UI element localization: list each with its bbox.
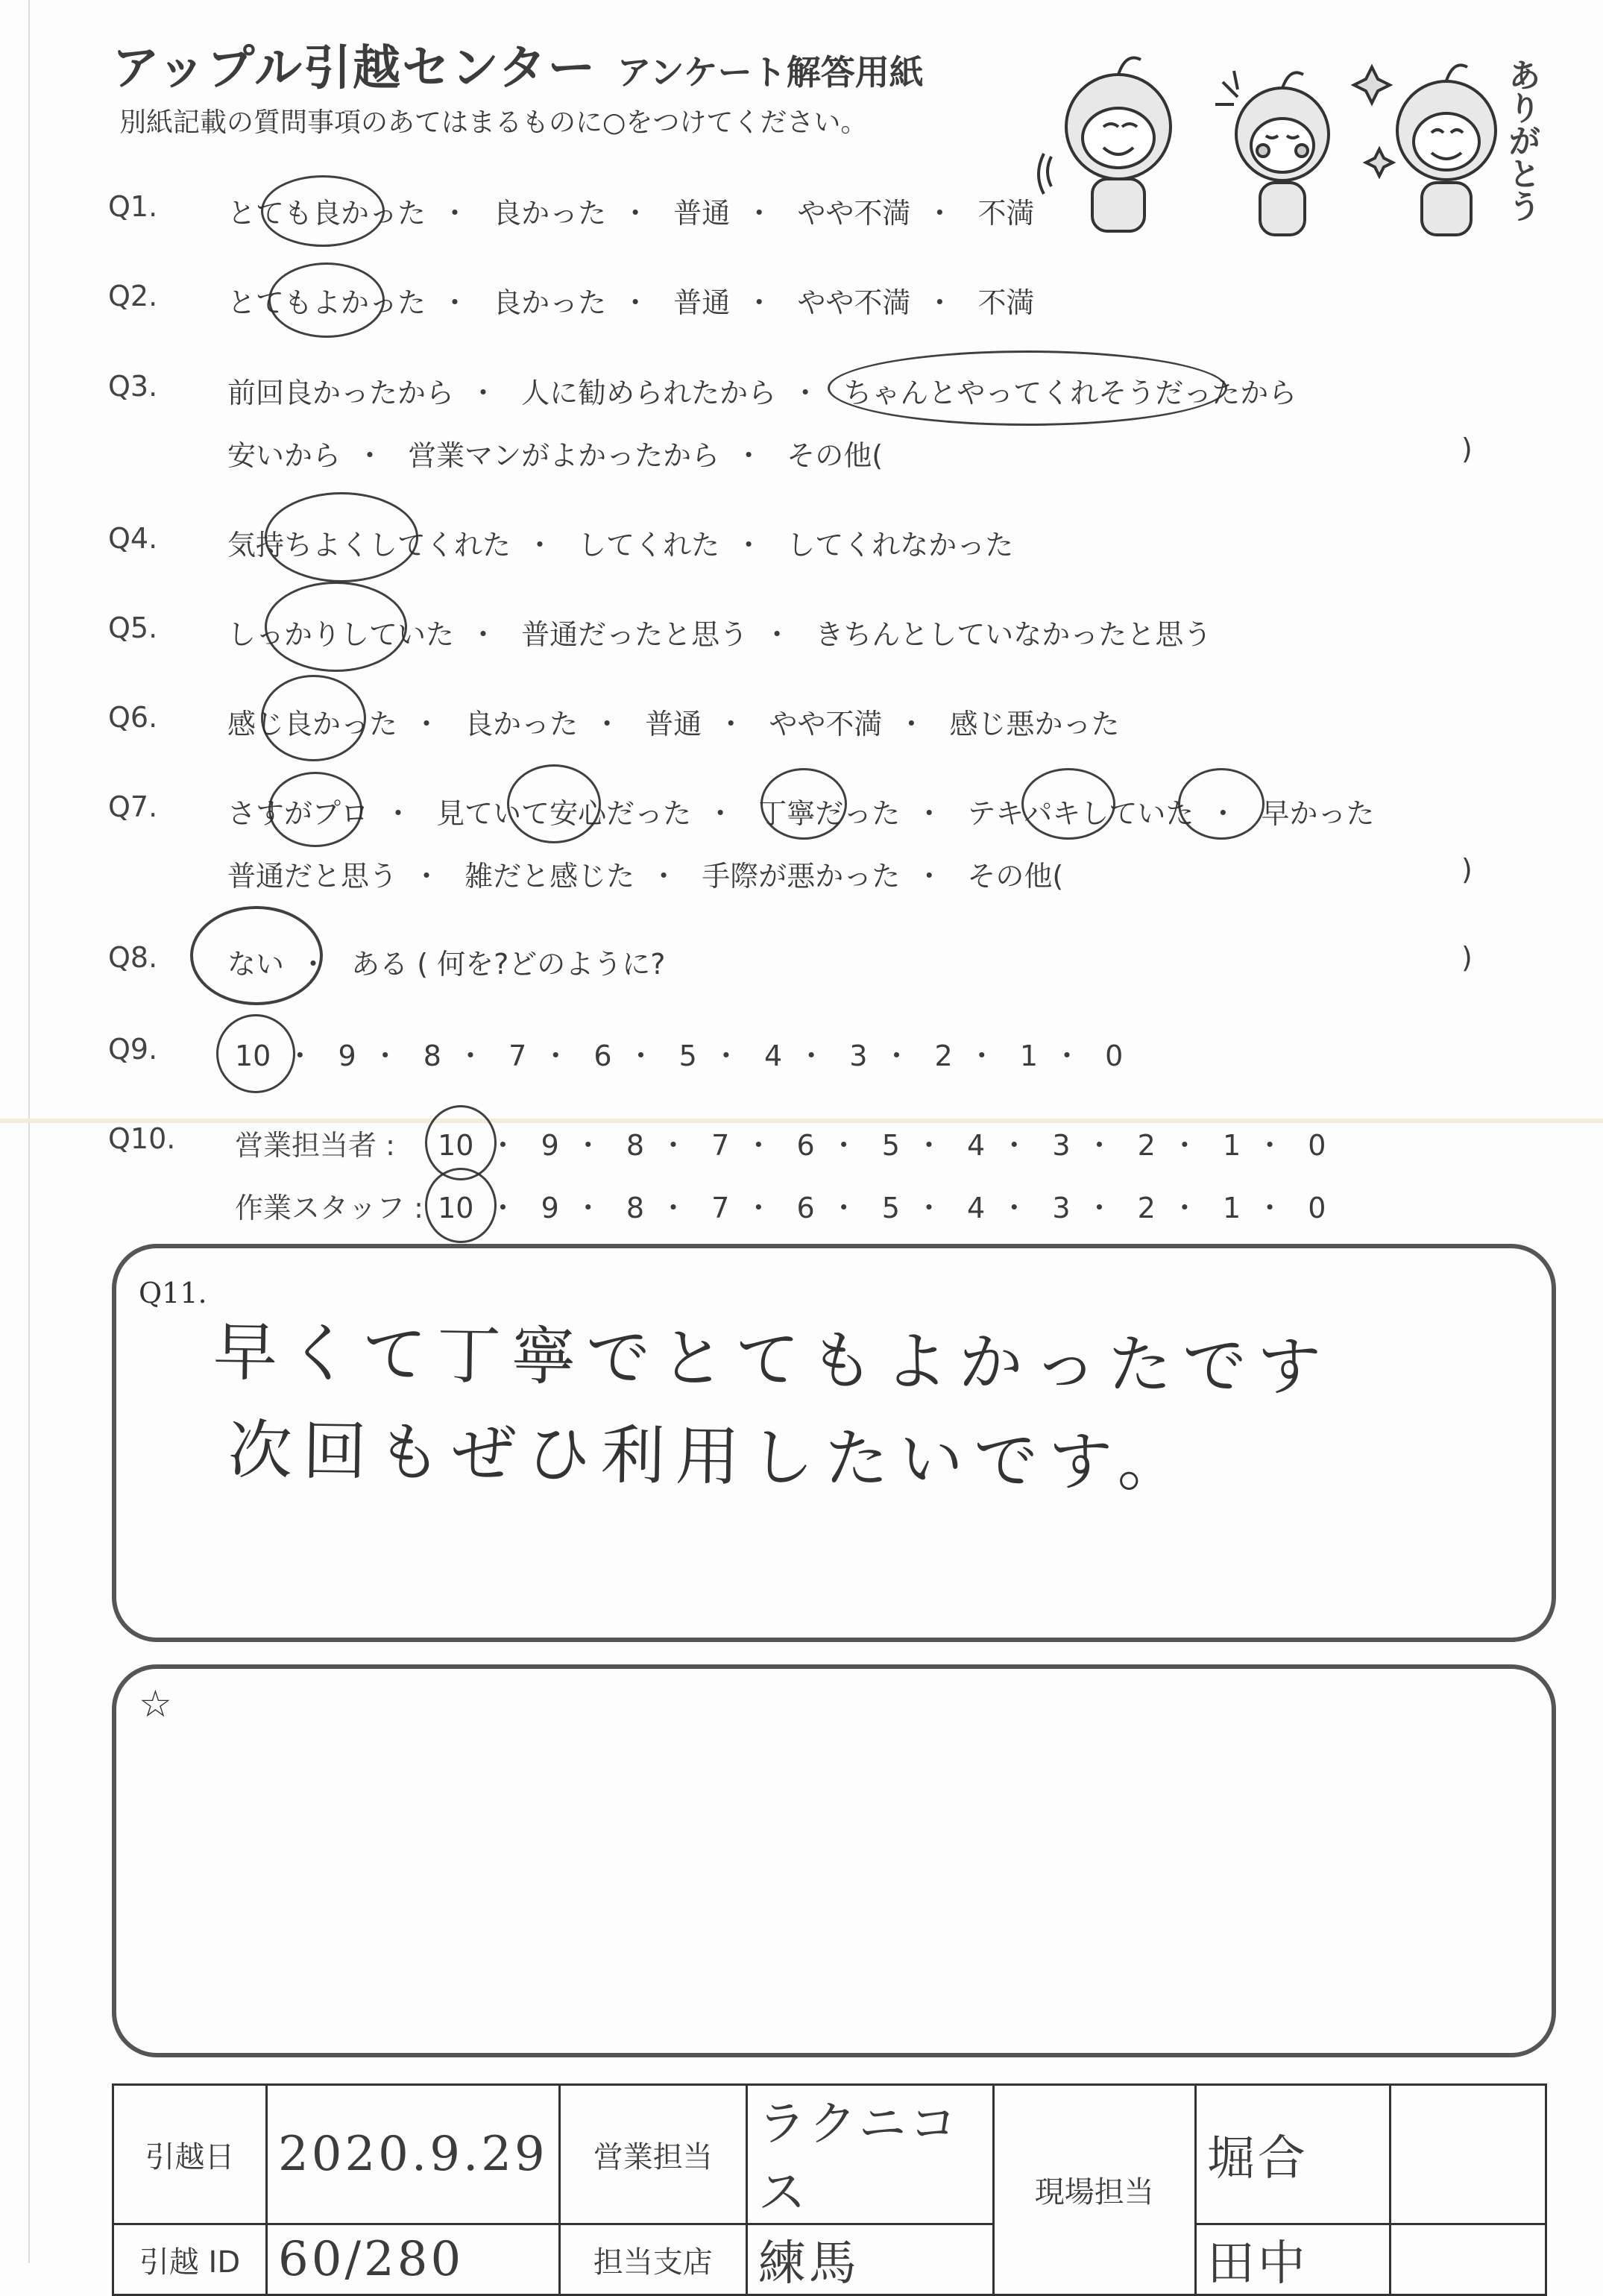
question-number: Q6. <box>108 701 158 734</box>
separator: ・ <box>1085 1192 1114 1224</box>
handwritten-comment-line: 次回もぜひ利用したいです。 <box>227 1412 1193 1502</box>
option[interactable]: ちゃんとやってくれそうだったから <box>843 377 1297 409</box>
separator: ・ <box>897 708 926 740</box>
option[interactable]: 不満 <box>977 197 1035 230</box>
separator: ・ <box>441 286 470 319</box>
close-paren: ) <box>1461 433 1473 465</box>
separator: ・ <box>914 1129 943 1162</box>
scale-option[interactable]: 0 <box>1308 1129 1326 1162</box>
scale-option[interactable]: 4 <box>967 1192 986 1224</box>
scale-option[interactable]: 6 <box>593 1040 612 1072</box>
answer-circle-mark <box>507 764 601 843</box>
scale-option[interactable]: 2 <box>1137 1192 1156 1224</box>
page-title <box>112 30 924 98</box>
answer-circle-mark <box>216 1014 295 1093</box>
option[interactable]: とても良かった <box>227 197 426 230</box>
question-number: Q2. <box>108 280 158 312</box>
separator: ・ <box>706 797 735 830</box>
separator: ・ <box>621 197 650 230</box>
sales-person-value[interactable]: ラクニコス <box>746 2085 993 2224</box>
scale-option[interactable]: 7 <box>711 1129 730 1162</box>
answer-circle-mark <box>268 262 385 338</box>
separator: ・ <box>469 618 498 651</box>
scale-option[interactable]: 6 <box>796 1192 815 1224</box>
separator: ・ <box>659 1192 688 1224</box>
scale-option[interactable]: 10 <box>235 1040 271 1072</box>
separator: ・ <box>734 529 763 562</box>
option[interactable]: 気持ちよくしてくれた <box>227 529 511 562</box>
answer-circle-mark <box>1021 768 1115 840</box>
separator: ・ <box>1000 1129 1029 1162</box>
separator: ・ <box>797 1040 826 1072</box>
move-date-value[interactable]: 2020.9.29 <box>267 2085 560 2224</box>
scale-option[interactable]: 5 <box>881 1129 900 1162</box>
scale-option[interactable]: 2 <box>934 1040 953 1072</box>
scale-option[interactable]: 5 <box>881 1192 900 1224</box>
separator: ・ <box>573 1129 602 1162</box>
scale-option[interactable]: 1 <box>1222 1129 1241 1162</box>
move-date-label: 引越日 <box>113 2085 267 2224</box>
separator: ・ <box>914 1192 943 1224</box>
close-paren: ) <box>1461 941 1473 974</box>
separator: ・ <box>488 1192 517 1224</box>
option[interactable]: 感じ良かった <box>227 708 398 740</box>
question-number: Q3. <box>108 370 158 403</box>
option[interactable]: きちんとしていなかったと思う <box>815 618 1212 651</box>
separator: ・ <box>829 1129 858 1162</box>
option[interactable]: 営業マンがよかったから <box>408 439 720 472</box>
separator: ・ <box>441 197 470 230</box>
option[interactable]: 普通 <box>673 197 731 230</box>
separator: ・ <box>1256 1192 1285 1224</box>
scale-option[interactable]: 5 <box>678 1040 697 1072</box>
option[interactable]: 普通 <box>645 708 702 740</box>
separator: ・ <box>526 529 555 562</box>
option[interactable]: 良かった <box>493 286 607 319</box>
separator: ・ <box>384 797 413 830</box>
separator: ・ <box>356 439 385 472</box>
option[interactable]: その他( <box>787 439 884 472</box>
answer-circle-mark <box>190 906 323 1005</box>
question-number: Q5. <box>108 611 158 644</box>
monkey-laughing-icon <box>1039 58 1171 232</box>
answer-circle-mark <box>425 1168 497 1243</box>
sales-staff-label: 営業担当者 : <box>235 1129 395 1162</box>
option[interactable]: やや不満 <box>797 286 911 319</box>
separator: ・ <box>925 286 954 319</box>
scale-option[interactable]: 10 <box>438 1192 474 1224</box>
option[interactable]: 前回良かったから <box>227 377 455 409</box>
separator: ・ <box>1170 1192 1199 1224</box>
option[interactable]: 雑だと感じた <box>464 860 635 893</box>
monkey-mascots-illustration <box>1029 37 1551 246</box>
option[interactable]: 普通だったと思う <box>521 618 749 651</box>
option[interactable]: してくれた <box>578 529 720 562</box>
question-number: Q7. <box>108 790 158 823</box>
separator: ・ <box>456 1040 485 1072</box>
separator: ・ <box>734 439 763 472</box>
option[interactable]: さすがプロ <box>227 797 370 830</box>
star-comment-box[interactable] <box>112 1664 1556 2057</box>
separator: ・ <box>745 286 774 319</box>
scale-option[interactable]: 3 <box>1052 1192 1071 1224</box>
scale-option[interactable]: 1 <box>1222 1192 1241 1224</box>
q11-comment-box[interactable] <box>112 1244 1556 1642</box>
scale-option[interactable]: 2 <box>1137 1129 1156 1162</box>
answer-circle-mark <box>265 492 418 582</box>
thanks-text: ありがとう <box>1502 58 1540 222</box>
branch-value[interactable]: 練馬 <box>746 2224 993 2295</box>
scale-option[interactable]: 7 <box>508 1040 527 1072</box>
option[interactable]: 不満 <box>977 286 1035 319</box>
option[interactable]: とてもよかった <box>227 286 426 319</box>
scale-option[interactable]: 3 <box>849 1040 868 1072</box>
scale-option[interactable]: 1 <box>1019 1040 1039 1072</box>
scale-option[interactable]: 3 <box>1052 1129 1071 1162</box>
question-number: Q8. <box>108 941 158 974</box>
q11-label: Q11. <box>139 1277 207 1309</box>
scale-option[interactable]: 0 <box>1105 1040 1124 1072</box>
separator: ・ <box>744 1192 773 1224</box>
scale-option[interactable]: 8 <box>423 1040 441 1072</box>
separator: ・ <box>915 860 944 893</box>
option[interactable]: 良かった <box>493 197 607 230</box>
answer-circle-mark <box>1178 768 1265 840</box>
separator: ・ <box>573 1192 602 1224</box>
site-person-2[interactable]: 田中 <box>1195 2224 1390 2295</box>
scale-option[interactable]: 8 <box>626 1129 645 1162</box>
option[interactable]: 普通だと思う <box>227 860 398 893</box>
separator: ・ <box>541 1040 570 1072</box>
separator: ・ <box>967 1040 996 1072</box>
answer-circle-mark <box>268 772 362 847</box>
scale-option[interactable]: 10 <box>438 1129 474 1162</box>
separator: ・ <box>412 860 441 893</box>
option[interactable]: その他( <box>967 860 1064 893</box>
option[interactable]: 感じ悪かった <box>949 708 1120 740</box>
question-number: Q4. <box>108 522 158 555</box>
separator: ・ <box>1170 1129 1199 1162</box>
question-number: Q10. <box>108 1122 176 1155</box>
option[interactable]: やや不満 <box>769 708 883 740</box>
separator: ・ <box>744 1129 773 1162</box>
separator: ・ <box>412 708 441 740</box>
option[interactable]: 早かった <box>1261 797 1375 830</box>
star-icon: ☆ <box>139 1682 172 1726</box>
scale-option[interactable]: 9 <box>338 1040 356 1072</box>
move-id-value[interactable]: 60/280 <box>267 2224 560 2295</box>
scale-option[interactable]: 8 <box>626 1192 645 1224</box>
separator: ・ <box>763 618 792 651</box>
handwritten-comment-line: 早くて丁寧でとてもよかったです <box>212 1315 1332 1406</box>
option[interactable]: 普通 <box>673 286 731 319</box>
option[interactable]: ない <box>227 948 285 981</box>
empty-cell <box>1390 2224 1546 2295</box>
branch-label: 担当支店 <box>559 2224 746 2295</box>
separator: ・ <box>829 1192 858 1224</box>
separator: ・ <box>649 860 678 893</box>
close-paren: ) <box>1461 853 1473 886</box>
scale-option[interactable]: 6 <box>796 1129 815 1162</box>
separator: ・ <box>882 1040 911 1072</box>
separator: ・ <box>915 797 944 830</box>
separator: ・ <box>621 286 650 319</box>
question-number: Q1. <box>108 190 158 223</box>
option[interactable]: やや不満 <box>797 197 911 230</box>
brand-name: アップル引越センター <box>112 41 597 96</box>
answer-circle-mark <box>261 675 366 761</box>
separator: ・ <box>1053 1040 1082 1072</box>
scale-option[interactable]: 9 <box>541 1129 559 1162</box>
site-label: 現場担当 <box>993 2085 1195 2295</box>
move-id-label: 引越 ID <box>113 2224 267 2295</box>
option[interactable]: 手際が悪かった <box>702 860 901 893</box>
separator: ・ <box>593 708 622 740</box>
option[interactable]: 丁寧だった <box>758 797 901 830</box>
answer-circle-mark <box>828 350 1227 426</box>
empty-cell <box>1390 2085 1546 2224</box>
option[interactable]: 見ていて安心だった <box>436 797 692 830</box>
separator: ・ <box>745 197 774 230</box>
monkey-smiling-icon <box>1354 65 1496 235</box>
separator: ・ <box>1256 1129 1285 1162</box>
answer-circle-mark <box>760 768 847 840</box>
option[interactable]: してくれなかった <box>787 529 1014 562</box>
answer-circle-mark <box>261 175 385 247</box>
sales-label: 営業担当 <box>559 2085 746 2224</box>
separator: ・ <box>717 708 746 740</box>
separator: ・ <box>1209 797 1238 830</box>
move-info-table <box>112 2083 1547 2296</box>
answer-circle-mark <box>265 582 407 672</box>
separator: ・ <box>626 1040 655 1072</box>
scale-option[interactable]: 4 <box>763 1040 783 1072</box>
option[interactable]: 人に勧められたから <box>521 377 777 409</box>
separator: ・ <box>286 1040 315 1072</box>
scale-option[interactable]: 7 <box>711 1192 730 1224</box>
instruction-text: 別紙記載の質問事項のあてはまるものに○をつけてください。 <box>119 107 868 138</box>
separator: ・ <box>1000 1192 1029 1224</box>
separator: ・ <box>711 1040 740 1072</box>
separator: ・ <box>659 1129 688 1162</box>
separator: ・ <box>1085 1129 1114 1162</box>
separator: ・ <box>925 197 954 230</box>
option[interactable]: ある ( 何を?どのように? <box>351 948 666 981</box>
question-number: Q9. <box>108 1033 158 1066</box>
option[interactable]: テキパキしていた <box>967 797 1194 830</box>
separator: ・ <box>469 377 498 409</box>
site-person-1[interactable]: 堀合 <box>1195 2085 1390 2224</box>
option[interactable]: しっかりしていた <box>227 618 455 651</box>
option[interactable]: 良かった <box>464 708 579 740</box>
separator: ・ <box>791 377 820 409</box>
scale-option[interactable]: 0 <box>1308 1192 1326 1224</box>
scale-option[interactable]: 9 <box>541 1192 559 1224</box>
separator: ・ <box>299 948 328 981</box>
separator: ・ <box>488 1129 517 1162</box>
scale-option[interactable]: 4 <box>967 1129 986 1162</box>
form-title: アンケート解答用紙 <box>617 52 924 92</box>
option[interactable]: 安いから <box>227 439 341 472</box>
work-staff-label: 作業スタッフ : <box>235 1192 423 1224</box>
separator: ・ <box>371 1040 400 1072</box>
monkey-blushing-icon <box>1215 71 1329 235</box>
